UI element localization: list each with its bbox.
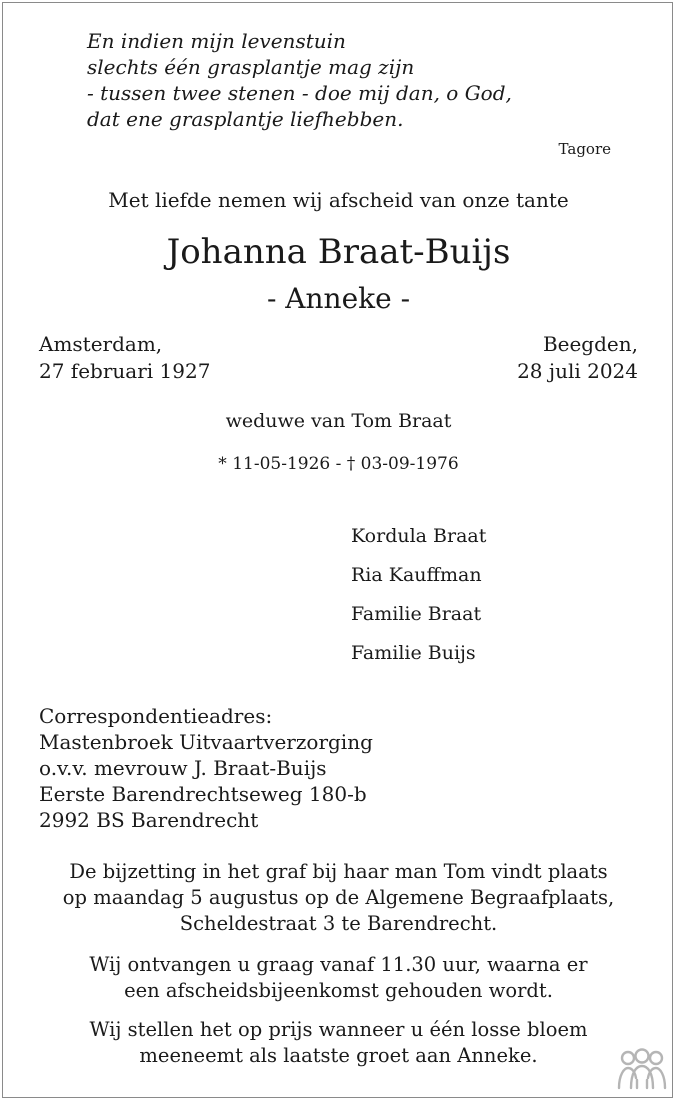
poem-line: - tussen twee stenen - doe mij dan, o God, bbox=[87, 81, 512, 105]
death-place: Beegden, bbox=[542, 332, 638, 356]
spouse-dates: * 11-05-1926 - † 03-09-1976 bbox=[218, 454, 459, 474]
paragraph-line: Scheldestraat 3 te Barendrecht. bbox=[179, 912, 498, 935]
nickname: - Anneke - bbox=[266, 282, 411, 315]
address-line: 2992 BS Barendrecht bbox=[39, 808, 259, 832]
family-member: Familie Braat bbox=[351, 603, 482, 625]
address-line: o.v.v. mevrouw J. Braat-Buijs bbox=[39, 756, 327, 780]
poem-line: En indien mijn levenstuin bbox=[87, 29, 346, 53]
paragraph-line: op maandag 5 augustus op de Algemene Begraafplaats, bbox=[62, 886, 615, 909]
family-member: Kordula Braat bbox=[351, 525, 487, 547]
family-member: Familie Buijs bbox=[351, 642, 476, 664]
birth-info bbox=[39, 331, 210, 385]
people-group-icon bbox=[616, 1048, 668, 1090]
paragraph-line: een afscheidsbijeenkomst gehouden wordt. bbox=[124, 979, 553, 1002]
address-line: Mastenbroek Uitvaartverzorging bbox=[39, 730, 373, 754]
birth-date: 27 februari 1927 bbox=[39, 359, 211, 383]
poem bbox=[87, 28, 512, 132]
paragraph-line: Wij stellen het op prijs wanneer u één losse bloem bbox=[89, 1018, 588, 1041]
deceased-name: Johanna Braat-Buijs bbox=[166, 232, 511, 272]
death-info bbox=[517, 331, 638, 385]
intro-text: Met liefde nemen wij afscheid van onze tante bbox=[108, 188, 569, 212]
address-heading: Correspondentieadres: bbox=[39, 704, 273, 728]
family-list bbox=[351, 517, 486, 673]
address-line: Eerste Barendrechtseweg 180-b bbox=[39, 782, 367, 806]
flower-paragraph bbox=[0, 1017, 677, 1069]
poem-line: dat ene grasplantje liefhebben. bbox=[87, 107, 404, 131]
correspondence-address bbox=[39, 703, 373, 833]
funeral-paragraph bbox=[0, 859, 677, 937]
death-date: 28 juli 2024 bbox=[517, 359, 638, 383]
widow-line: weduwe van Tom Braat bbox=[225, 410, 452, 432]
paragraph-line: Wij ontvangen u graag vanaf 11.30 uur, waarna er bbox=[89, 953, 588, 976]
poem-author: Tagore bbox=[558, 140, 611, 158]
family-member: Ria Kauffman bbox=[351, 564, 482, 586]
paragraph-line: De bijzetting in het graf bij haar man Tom vindt plaats bbox=[69, 860, 608, 883]
birth-place: Amsterdam, bbox=[39, 332, 163, 356]
reception-paragraph bbox=[0, 952, 677, 1004]
paragraph-line: meeneemt als laatste groet aan Anneke. bbox=[139, 1044, 538, 1067]
poem-line: slechts één grasplantje mag zijn bbox=[87, 55, 415, 79]
